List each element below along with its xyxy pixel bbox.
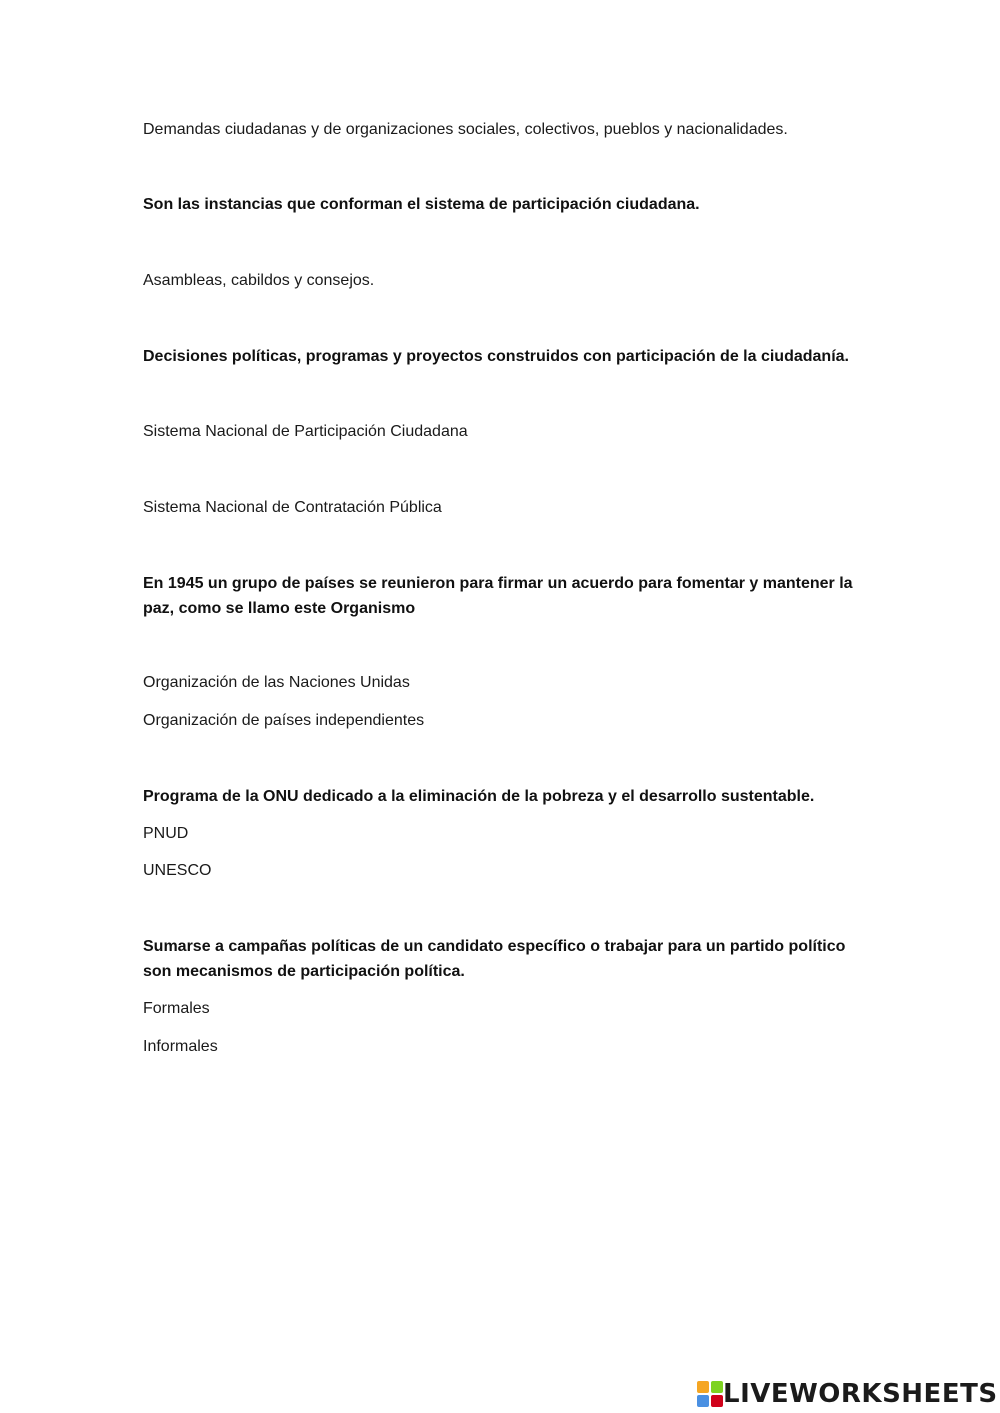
answer-option[interactable]: UNESCO bbox=[143, 862, 212, 879]
question-text: Son las instancias que conforman el sistema de participación ciudadana. bbox=[143, 196, 700, 213]
question-text: Programa de la ONU dedicado a la eliminación de la pobreza y el desarrollo sustentable. bbox=[143, 788, 815, 805]
answer-option[interactable]: Demandas ciudadanas y de organizaciones sociales, colectivos, pueblos y nacionalidades. bbox=[143, 121, 788, 138]
answer-option[interactable]: Informales bbox=[143, 1038, 218, 1055]
answer-option[interactable]: Organización de las Naciones Unidas bbox=[143, 674, 410, 691]
question-text: Sumarse a campañas políticas de un candidato específico o trabajar para un partido político son mecanismos de participación política. bbox=[143, 938, 846, 980]
answer-option[interactable]: Organización de países independientes bbox=[143, 712, 425, 729]
answer-option[interactable]: Sistema Nacional de Contratación Pública bbox=[143, 499, 442, 516]
answer-option[interactable]: PNUD bbox=[143, 825, 189, 842]
question-text: Decisiones políticas, programas y proyectos construidos con participación de la ciudadanía. bbox=[143, 348, 849, 365]
live-blocks-icon bbox=[697, 1381, 723, 1407]
answer-option[interactable]: Formales bbox=[143, 1000, 210, 1017]
liveworksheets-logo bbox=[697, 1378, 998, 1410]
answer-option[interactable]: Asambleas, cabildos y consejos. bbox=[143, 272, 375, 289]
logo-text: LIVEWORKSHEETS bbox=[723, 1379, 998, 1409]
question-text: En 1945 un grupo de países se reunieron para firmar un acuerdo para fomentar y mantener la paz, como se llamo este Organismo bbox=[143, 575, 853, 617]
answer-option[interactable]: Sistema Nacional de Participación Ciudadana bbox=[143, 423, 468, 440]
